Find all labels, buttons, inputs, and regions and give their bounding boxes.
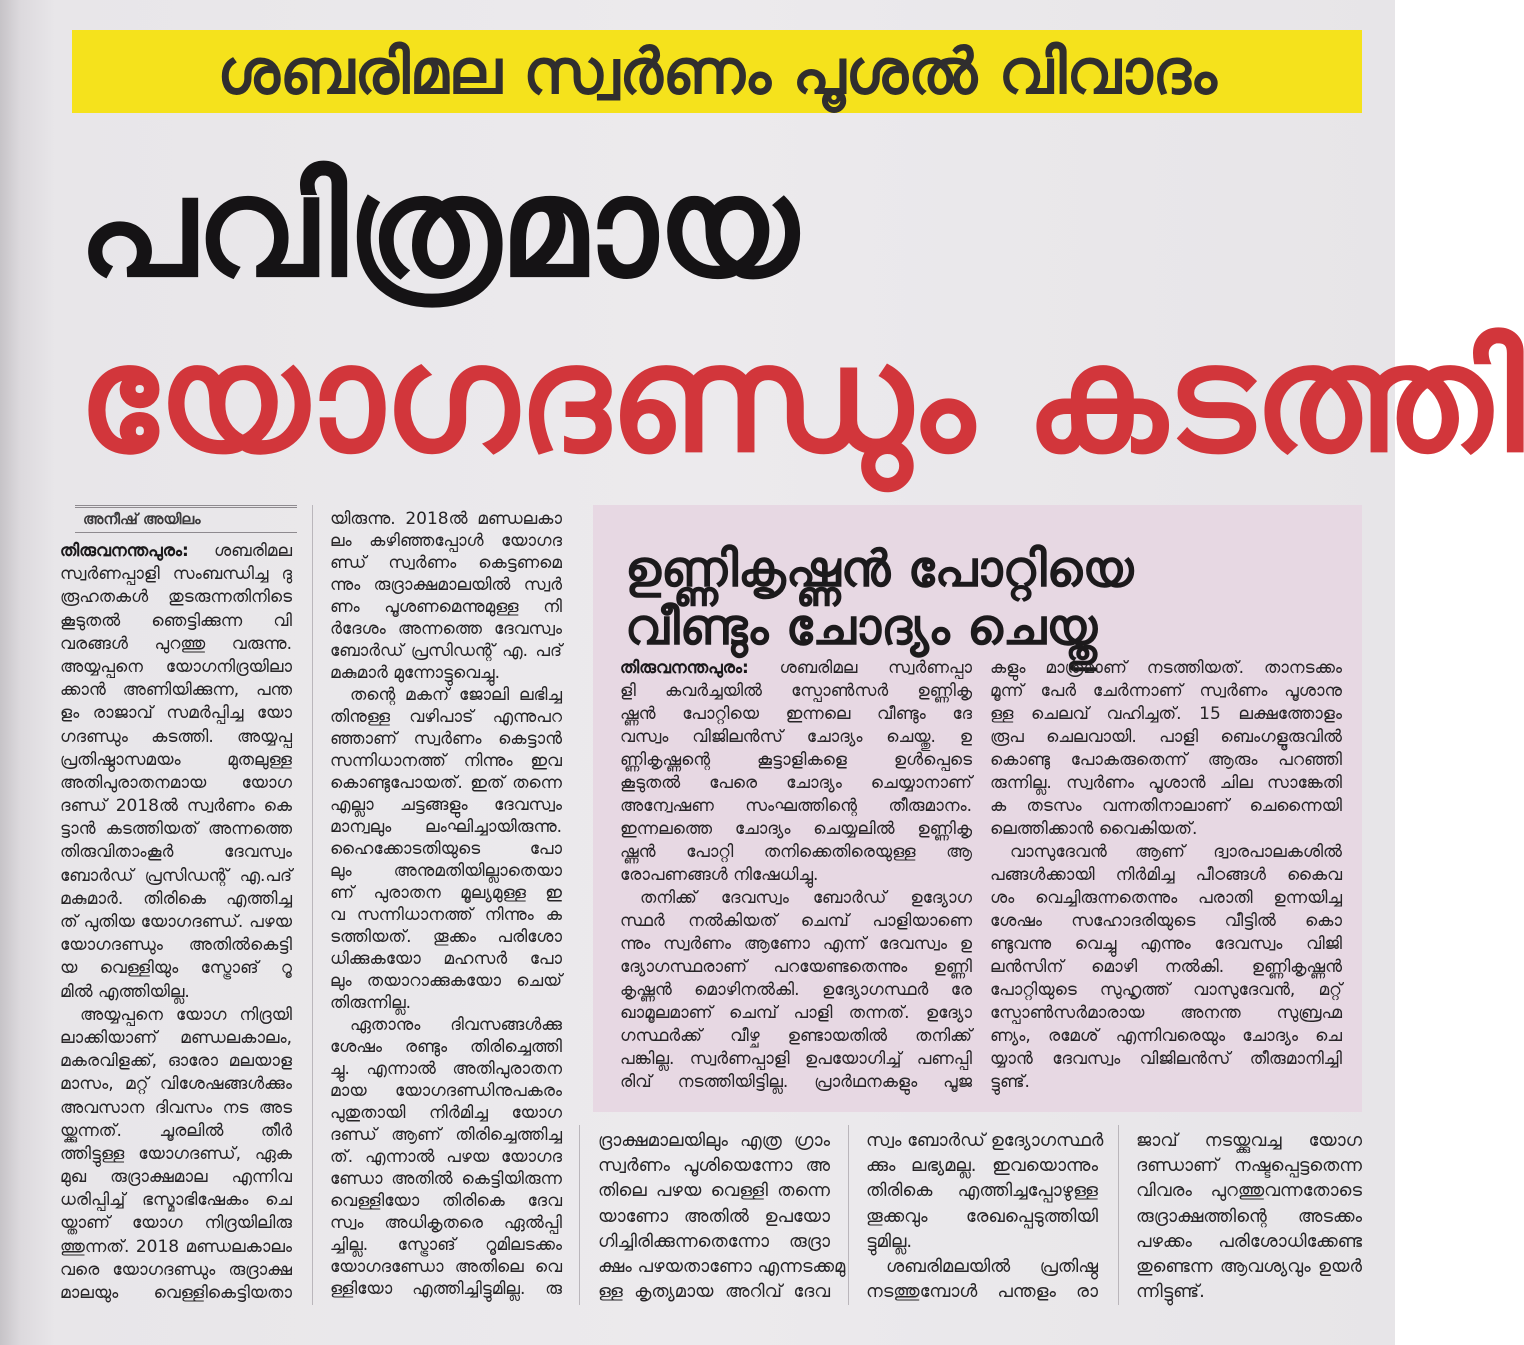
text-line: ണ്യം, രമേശ് എന്നിവരെയും ചോദ്യം ചെ [990,1026,1342,1046]
text-line: തിരുവനന്തപുരം: ശബരിമല സ്വർണപ്പാ [620,658,972,678]
text-line: ജാവ് നടയ്ക്കുവച്ച യോഗ [1136,1130,1362,1151]
text-line: ഗദണ്ഡും കടത്തി. അയ്യപ്പ [60,726,292,747]
text-line: കൂടുതൽ ഞെട്ടിക്കുന്ന വി [60,610,292,631]
text-line: ശേഷം രണ്ടും തിരിച്ചെത്തി [330,1037,562,1057]
text-line: മകുമാർ മുന്നോട്ടുവെച്ചു. [330,663,500,683]
text-line: ലും തയാറാക്കുകയോ ചെയ് [330,971,562,991]
text-line: തിരികെ എത്തിച്ചപ്പോഴുള്ള [866,1180,1098,1202]
text-line: ലൻസിന് മൊഴി നൽകി. ഉണ്ണികൃഷ്ണൻ [990,957,1342,977]
text-line: മാന്വലും ലംഘിച്ചായിരുന്നു. [330,817,562,837]
text-line: ഖാമൂലമാണ് ചെമ്പ് പാളി തന്നത്. ഉദ്യോ [620,1003,972,1023]
text-line: ബോർഡ് പ്രസിഡന്റ് എ. പദ് [330,641,562,661]
main-story-column-5 [1136,1128,1362,1304]
text-line: ലെത്തിക്കാൻ വൈകിയത്. [990,819,1198,839]
sidebar-headline [625,540,1340,656]
text-line: ദണ്ഡാണ് നഷ്ടപ്പെട്ടതെന്ന [1136,1155,1362,1177]
text-line: ച്ചില്ല. സ്ട്രോങ് റൂമിലടക്കം [330,1235,562,1255]
byline-name: അനീഷ് അയിലം [83,510,201,528]
text-line: കൊണ്ടു പോകരുതെന്ന് ആരും പറഞ്ഞി [990,750,1342,770]
text-line: തുണ്ടെന്ന ആവശ്യവും ഉയർ [1136,1255,1362,1277]
text-line: രൂപ ചെലവായി. പാളി ബെംഗളൂരുവിൽ [990,727,1342,747]
text-line: ണ്ണികൃഷ്ണന്റെ കൂട്ടാളികളെ ഉൾപ്പെടെ [620,750,972,770]
sidebar-headline-line-1: ഉണ്ണികൃഷ്ണൻ പോറ്റിയെ [625,540,1134,598]
paragraph [620,887,972,1094]
text-line: മാലയും വെള്ളികെട്ടിയതാ [60,1283,292,1303]
text-line: ശേഷം സഹോദരിയുടെ വീട്ടിൽ കൊ [990,911,1342,931]
main-story-column-1 [60,540,292,1305]
text-line: ധരിപ്പിച്ച് ഭസ്മാഭിഷേകം ചെ [60,1190,292,1211]
text-line: ലം കഴിഞ്ഞപ്പോൾ യോഗദ [330,531,562,551]
text-line: രിവ് നടത്തിയിട്ടില്ല. പ്രാർഥനകളും പൂജ [620,1072,972,1092]
text-line: യാണോ അതിൽ ഉപയോ [598,1205,830,1227]
text-line: മുഖ രുദ്രാക്ഷമാല എന്നിവ [60,1167,292,1188]
kicker-banner [72,30,1362,113]
text-line: ദ്രാക്ഷമാലയിലും എത്ര ഗ്രാം [598,1130,830,1151]
text-line: സ്വർണം പൂശിയെന്നോ അ [598,1155,830,1177]
text-line: സ്പോൺസർമാരായ അനന്ത സുബ്രഹ്മ [990,1003,1342,1023]
text-line: തിനുള്ള വഴിപാട് എന്നുപറ [330,707,562,727]
text-line: രൂഹതകൾ തുടരുന്നതിനിടെ [60,587,292,608]
text-line: കൊണ്ടുപോയത്. ഇത് തന്നെ [330,773,562,793]
text-line: മകരവിളക്ക്, ഓരോ മലയാള [60,1051,292,1072]
text-line: കളും മാത്രമാണ് നടത്തിയത്. താനടക്കം [990,658,1342,678]
text-line: തിരുവനന്തപുരം: ശബരിമല [60,541,292,561]
text-line: യ്ക്കുന്നത്. ചൂരലിൽ തീർ [60,1120,292,1141]
text-line: യ്യാൻ ദേവസ്വം വിജിലൻസ് തീരുമാനിച്ചി [990,1049,1342,1069]
text-line: സ്ഥർ നൽകിയത് ചെമ്പ് പാളിയാണെ [620,911,972,931]
text-line: ദണ്ഡ് ആണ് തിരിച്ചെത്തിച്ച [330,1125,562,1145]
paragraph [990,841,1342,1094]
text-line: യോഗദണ്ഡോ അതിലെ വെ [330,1257,562,1277]
paragraph [330,508,562,684]
text-line: ള്ളിയോ എത്തിച്ചിട്ടുമില്ല. രു [330,1279,562,1299]
paragraph [620,657,972,887]
text-line: ളം രാജാവ് സമർപ്പിച്ച യോ [60,703,292,724]
text-line: രുന്നില്ല. സ്വർണം പൂശാൻ ചില സാങ്കേതി [990,773,1342,793]
text-line: ഹൈക്കോടതിയുടെ പോ [330,839,562,859]
text-line: ന്നും രുദ്രാക്ഷമാലയിൽ സ്വർ [330,575,562,595]
text-line: സ്വം ബോർഡ് ഉദ്യോഗസ്ഥർ [866,1130,1104,1151]
text-line: മൂന്ന് പേർ ചേർന്നാണ് സ്വർണം പൂശാനു [990,681,1342,701]
text-line: പ്രതിഷ്ഠാസമയം മുതലുള്ള [60,749,292,770]
kicker-text: ശബരിമല സ്വർണം പൂശൽ വിവാദം [217,35,1217,108]
text-line: ക തടസം വന്നതിനാലാണ് ചെന്നൈയി [990,796,1342,816]
text-line: അതിപുരാതനമായ യോഗ [60,772,292,793]
sidebar-column-1 [620,657,972,1094]
text-line: പഴക്കം പരിശോധിക്കേണ്ട [1136,1230,1362,1252]
text-line: ഷ്ണൻ പോറ്റിയെ ഇന്നലെ വീണ്ടും ദേ [620,704,972,724]
text-line: ത്തുന്നത്. 2018 മണ്ഡലകാലം [60,1236,292,1257]
text-line: ലാക്കിയാണ് മണ്ഡലകാലം, [60,1027,292,1048]
text-line: സ്വർണപ്പാളി സംബന്ധിച്ച ദു [60,564,292,585]
text-line: മായ യോഗദണ്ഡിനുപകരം [330,1081,562,1101]
text-line: രോപണങ്ങൾ നിഷേധിച്ചു. [620,865,819,885]
main-story-column-2 [330,508,562,1300]
text-line: തന്റെ മകന് ജോലി ലഭിച്ച [350,685,562,705]
text-line: അന്വേഷണ സംഘത്തിന്റെ തീരുമാനം. [620,796,972,816]
text-line: ണം പൂശണമെന്നുമുള്ള നി [330,597,562,617]
text-line: പങ്കില്ല. സ്വർണപ്പാളി ഉപയോഗിച്ച് പണപ്പി [620,1049,972,1069]
text-line: ള്ള കൃത്യമായ അറിവ് ദേവ [598,1281,830,1303]
text-line: യിരുന്നു. 2018ൽ മണ്ഡലകാ [330,509,562,529]
text-line: ണ്ഡ് സ്വർണം കെട്ടണമെ [330,553,562,573]
text-line: ട്ടുണ്ട്. [990,1072,1030,1092]
text-line: വസ്വം വിജിലൻസ് ചോദ്യം ചെയ്തു. ഉ [620,727,972,747]
column-rule [579,1125,580,1305]
text-line: ന്നും സ്വർണം ആണോ എന്ന് ദേവസ്വം ഉ [620,934,972,954]
paragraph [330,1014,562,1300]
text-line: ർദേശം അന്നത്തെ ദേവസ്വം [330,619,562,639]
text-line: ഞ്ഞാണ് സ്വർണം കെട്ടാൻ [330,729,562,749]
text-line: ച്ചു. എന്നാൽ അതിപുരാതന [330,1059,562,1079]
text-line: തിലെ പഴയ വെള്ളി തന്നെ [598,1180,830,1202]
text-line: ഷ്ണൻ പോറ്റി തനിക്കെതിരെയുള്ള ആ [620,842,972,862]
text-line: നടത്തുമ്പോൾ പന്തളം രാ [866,1281,1098,1303]
text-line: തിരുന്നില്ല. [330,993,412,1013]
text-line: യ വെള്ളിയും സ്ട്രോങ് റൂ [60,958,292,979]
text-line: ട്ടാൻ കടത്തിയത് അന്നത്തെ [60,819,292,840]
text-line: ള്ള ചെലവ് വഹിച്ചത്. 15 ലക്ഷത്തോളം [990,704,1342,724]
text-line: ബോർഡ് പ്രസിഡന്റ് എ.പദ് [60,865,292,886]
text-line: ധിക്കുകയോ മഹസർ പോ [330,949,562,969]
text-line: വാസുദേവൻ ആണ് ദ്വാരപാലകശിൽ [1010,842,1342,862]
text-line: കൂടുതൽ പേരെ ചോദ്യം ചെയ്യാനാണ് [620,773,972,793]
text-line: യ്താണ് യോഗ നിദ്രയിലിരു [60,1213,292,1234]
text-line: അയ്യപ്പനെ യോഗനിദ്രയിലാ [60,656,292,677]
paragraph [598,1128,846,1304]
text-line: തിരുവിതാംകൂർ ദേവസ്വം [60,842,292,863]
text-line: ണ്ഡോ അതിൽ കെട്ടിയിരുന്ന [330,1169,562,1189]
text-line: ത് പുതിയ യോഗദണ്ഡ്. പഴയ [60,912,292,932]
paragraph [1136,1128,1362,1304]
paragraph [866,1254,1098,1304]
sidebar-column-2 [990,657,1342,1094]
text-line: വരെ യോഗദണ്ഡും രുദ്രാക്ഷ [60,1259,292,1280]
dateline: തിരുവനന്തപുരം: [60,541,189,561]
paragraph [990,657,1342,841]
byline [75,505,297,533]
text-line: വെള്ളിയോ തിരികെ ദേവ [330,1191,562,1211]
text-line: വ സന്നിധാനത്ത് നിന്നും ക [330,905,562,925]
text-line: പുതുതായി നിർമിച്ച യോഗ [330,1103,562,1123]
text-line: മിൽ എത്തിയില്ല. [60,981,190,1002]
text-line: ഗസ്ഥർക്ക് വീഴ്ച ഉണ്ടായതിൽ തനിക്ക് [620,1026,972,1046]
text-line: മാസം, മറ്റ് വിശേഷങ്ങൾക്കും [60,1074,292,1095]
main-story-column-3 [598,1128,846,1304]
text-line: യോഗദണ്ഡും അതിൽകെട്ടി [60,935,292,956]
text-line: ക്കാൻ അണിയിക്കുന്ന, പന്ത [60,680,292,701]
text-line: ദണ്ഡ് 2018ൽ സ്വർണം കെ [60,796,292,817]
text-line: ദ്യോഗസ്ഥരാണ് പറയേണ്ടതെന്നും ഉണ്ണി [620,957,972,977]
text-line: അവസാന ദിവസം നട അട [60,1097,292,1118]
text-line: എല്ലാ ചട്ടങ്ങളും ദേവസ്വം [330,795,562,815]
text-line: വിവരം പുറത്തുവന്നതോടെ [1136,1180,1362,1202]
text-line: പങ്ങൾക്കായി നിർമിച്ച പീഠങ്ങൾ കൈവ [990,865,1342,885]
text-line: സന്നിധാനത്ത് നിന്നും ഇവ [330,751,562,771]
text-line: ഏതാനും ദിവസങ്ങൾക്കു [350,1015,562,1035]
text-line: ലും അനുമതിയില്ലാതെയാ [330,861,562,881]
text-line: പോറ്റിയുടെ സുഹൃത്ത് വാസുദേവൻ, മറ്റ് [990,980,1342,1000]
dateline: തിരുവനന്തപുരം: [620,658,749,678]
text-line: ടത്തിയത്. തൂക്കം പരിശോ [330,927,562,947]
paragraph [866,1128,1104,1254]
text-line: ക്കും ലഭ്യമല്ല. ഇവയൊന്നും [866,1155,1098,1177]
text-line: ഇന്നലത്തെ ചോദ്യം ചെയ്യലിൽ ഉണ്ണികൃ [620,819,972,839]
text-line: ന്നിട്ടുണ്ട്. [1136,1281,1205,1303]
text-line: ണ് പുരാതന മൂല്യമുള്ള ഇ [330,883,562,903]
main-story-column-4 [866,1128,1104,1304]
text-line: ളി കവർച്ചയിൽ സ്പോൺസർ ഉണ്ണികൃ [620,681,972,701]
text-line: ണ്ടുവന്നു വെച്ചു എന്നും ദേവസ്വം വിജി [990,934,1342,954]
text-line: ക്ഷം പഴയതാണോ എന്നടക്കമു [598,1255,846,1277]
text-line: തനിക്ക് ദേവസ്വം ബോർഡ് ഉദ്യോഗ [640,888,972,908]
text-line: ശം വെച്ചിരുന്നതെന്നും പരാതി ഉന്നയിച്ച [990,888,1342,908]
text-line: കൃഷ്ണൻ മൊഴിനൽകി. ഉദ്യോഗസ്ഥർ രേ [620,980,972,1000]
sidebar-box [593,505,1362,1112]
column-rule [848,1125,849,1305]
headline-line-2: യോഗദണ്ഡും കടത്തി [78,313,1524,485]
sidebar-headline-line-2: വീണ്ടും ചോദ്യം ചെയ്തു [625,598,1098,656]
text-line: തൂക്കവും രേഖപ്പെടുത്തിയി [866,1205,1098,1227]
text-line: മകുമാർ. തിരികെ എത്തിച്ച [60,888,292,909]
text-line: ഗിച്ചിരിക്കുന്നതെന്നോ രുദ്രാ [598,1230,830,1252]
paragraph [60,1004,292,1305]
text-line: രുദ്രാക്ഷത്തിന്റെ അടക്കം [1136,1205,1362,1227]
text-line: ത്തിട്ടുള്ള യോഗദണ്ഡ്, ഏക [60,1143,292,1164]
paragraph [330,684,562,1014]
text-line: സ്വം അധികൃതരെ ഏൽപ്പി [330,1213,562,1233]
text-line: അയ്യപ്പനെ യോഗ നിദ്രയി [80,1004,292,1025]
text-line: ട്ടുമില്ല. [866,1230,913,1252]
text-line: ശബരിമലയിൽ പ്രതിഷ്ഠ [886,1255,1098,1277]
headline-line-1: പവിത്രമായ [78,147,798,308]
text-line: വരങ്ങൾ പുറത്തു വരുന്നു. [60,633,292,654]
column-rule [1118,1125,1119,1305]
column-rule [312,505,313,1305]
paragraph [60,540,292,1004]
text-line: ത്. എന്നാൽ പഴയ യോഗദ [330,1147,562,1167]
